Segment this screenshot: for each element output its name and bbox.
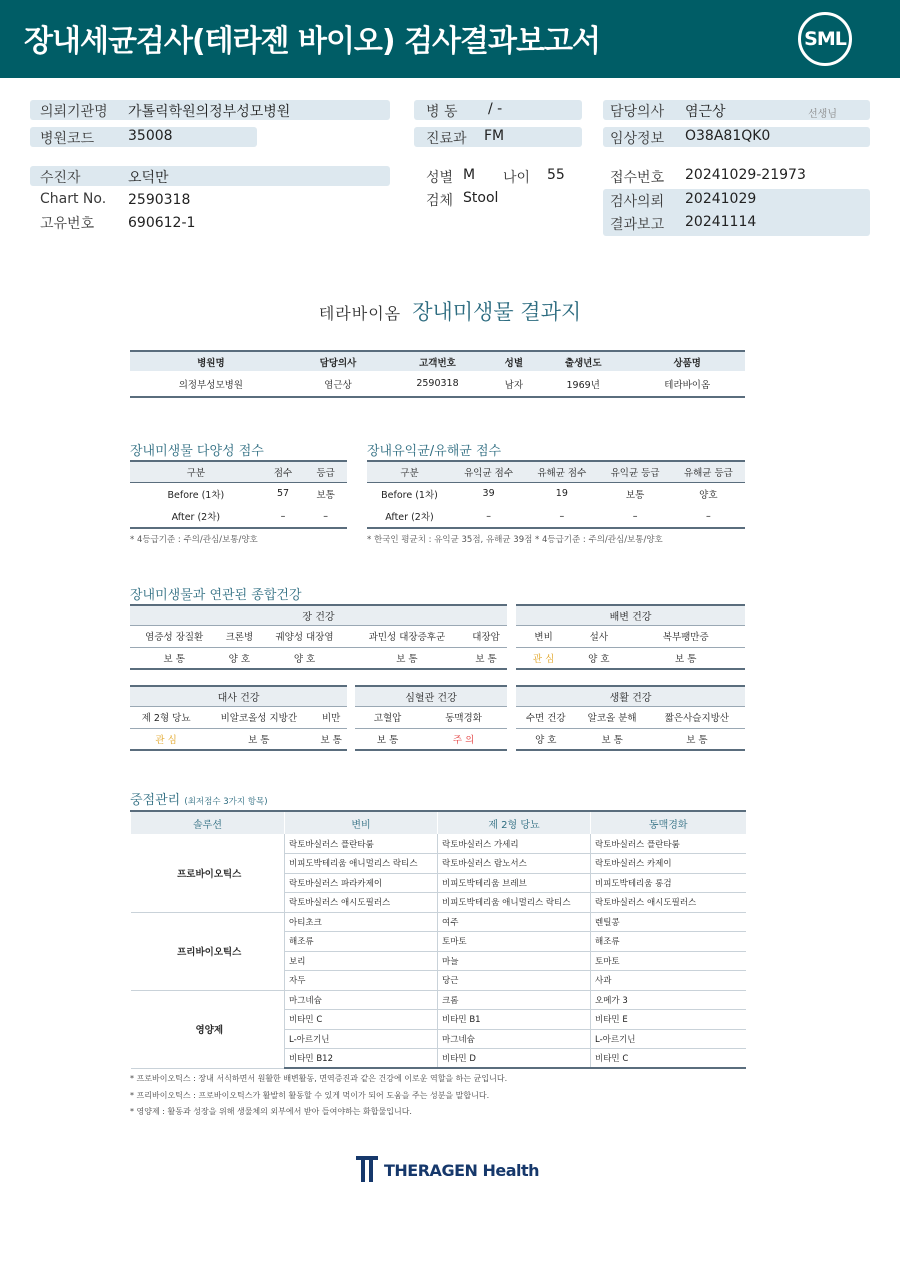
beneficial-cell: 보통 [625, 489, 645, 501]
cardio-health-block [355, 685, 507, 751]
beneficial-title: 장내유익균/유해균 점수 [367, 444, 502, 459]
health-value: 양 호 [218, 647, 260, 669]
focus-cell: L-아르기닌 [285, 1029, 438, 1049]
health-item: 염증성 장질환 [130, 625, 218, 647]
focus-cell: 마그네슘 [285, 990, 438, 1010]
focus-cell: 락토바실러스 파라카제이 [285, 873, 438, 893]
metabolic-health-title: 대사 건강 [130, 686, 347, 706]
focus-cell: 비타민 B12 [285, 1049, 438, 1069]
cardio-health-title: 심혈관 건강 [355, 686, 507, 706]
health-value: 양 호 [260, 647, 348, 669]
health-value: 양 호 [516, 728, 576, 750]
stool-health-block [516, 604, 745, 670]
sml-logo: SML [798, 12, 852, 66]
summary-cell: 2590318 [384, 371, 491, 397]
patient-value: 오덕만 [128, 170, 169, 186]
beneficial-cell: – [598, 505, 671, 528]
summary-header: 고객번호 [384, 351, 491, 371]
solution-category: 프로바이오틱스 [131, 834, 285, 912]
patient-label: 수진자 [40, 170, 81, 186]
uid-label: 고유번호 [40, 216, 95, 232]
focus-title [130, 789, 268, 808]
beneficial-cell: 19 [555, 488, 568, 500]
diversity-note: * 4등급기준 : 주의/관심/보통/양호 [130, 535, 258, 545]
focus-cell: 비타민 D [438, 1049, 591, 1069]
age-label: 나이 [503, 170, 531, 186]
theragen-logo [356, 1156, 539, 1184]
stool-health-title: 배변 건강 [516, 605, 745, 625]
summary-header: 출생년도 [537, 351, 629, 371]
focus-cell: 토마토 [591, 951, 746, 971]
summary-header: 상품명 [629, 351, 745, 371]
beneficial-cell: – [525, 505, 598, 528]
focus-cell: 해조류 [591, 932, 746, 952]
request-label: 검사의뢰 [610, 194, 665, 210]
summary-header: 성별 [491, 351, 537, 371]
health-item: 제 2형 당뇨 [130, 706, 202, 728]
report-title-prefix: 테라바이옴 [318, 304, 402, 323]
beneficial-cell: – [672, 505, 745, 528]
focus-cell: 마그네슘 [438, 1029, 591, 1049]
diversity-header: 구분 [130, 461, 262, 482]
diversity-cell: After (2차) [130, 505, 262, 528]
beneficial-cell: 39 [482, 488, 495, 500]
focus-table-body [131, 834, 746, 1068]
focus-cell: 당근 [438, 971, 591, 991]
summary-cell: 남자 [491, 371, 537, 397]
solution-category: 영양제 [131, 990, 285, 1068]
focus-cell: 락토바실러스 카제이 [591, 854, 746, 874]
focus-cell: 아티초크 [285, 912, 438, 932]
report-title [0, 296, 900, 326]
focus-cell: 사과 [591, 971, 746, 991]
focus-cell: 비피도박테리움 브레브 [438, 873, 591, 893]
focus-cell: 비피도박테리움 애니멀리스 락티스 [438, 893, 591, 913]
health-item: 설사 [571, 625, 626, 647]
health-value: 보 통 [315, 728, 347, 750]
diversity-cell: 57 [276, 488, 290, 500]
ward-value: / - [488, 101, 503, 117]
health-item: 알코올 분해 [576, 706, 649, 728]
header-bar [0, 0, 900, 78]
footnote: * 영양제 : 활동과 성장을 위해 생물체의 외부에서 받아 들여야하는 화합물입니다. [130, 1107, 412, 1116]
age-value: 55 [547, 167, 565, 183]
health-value: 주 의 [420, 728, 507, 750]
chart-value: 2590318 [128, 192, 191, 208]
beneficial-cell: – [452, 505, 525, 528]
doctor-label: 담당의사 [610, 104, 665, 120]
focus-header: 변비 [285, 811, 438, 834]
focus-cell: 비타민 E [591, 1010, 746, 1030]
institution-value: 가톨릭학원의정부성모병원 [128, 104, 291, 120]
diversity-cell: – [262, 505, 305, 528]
health-value: 보 통 [349, 647, 465, 669]
report-value: 20241114 [685, 214, 757, 230]
health-item: 대장암 [465, 625, 507, 647]
metabolic-health-block [130, 685, 347, 751]
specimen-value: Stool [463, 190, 499, 206]
table-row [131, 834, 746, 854]
focus-cell: 여주 [438, 912, 591, 932]
health-item: 과민성 대장증후군 [349, 625, 465, 647]
beneficial-header: 유익균 등급 [598, 461, 671, 482]
health-value: 양 호 [571, 647, 626, 669]
doctor-suffix: 선생님 [808, 109, 837, 120]
dept-label: 진료과 [426, 131, 467, 147]
focus-title-text: 중점관리 [130, 793, 181, 808]
beneficial-header: 구분 [367, 461, 452, 482]
beneficial-table [367, 460, 745, 529]
focus-cell: 오메가 3 [591, 990, 746, 1010]
diversity-table [130, 460, 347, 529]
chart-label: Chart No. [40, 191, 107, 207]
focus-cell: 락토바실러스 가세리 [438, 834, 591, 854]
solution-category: 프리바이오틱스 [131, 912, 285, 990]
health-value: 보 통 [576, 728, 649, 750]
health-item: 크론병 [218, 625, 260, 647]
health-item: 비알코올성 지방간 [202, 706, 315, 728]
focus-cell: 비타민 C [285, 1010, 438, 1030]
focus-subtitle: (최저점수 3가지 항목) [184, 797, 268, 807]
focus-cell: 비타민 B1 [438, 1010, 591, 1030]
life-health-block [516, 685, 745, 751]
health-item: 궤양성 대장염 [260, 625, 348, 647]
sex-label: 성별 [426, 170, 454, 186]
focus-cell: 토마토 [438, 932, 591, 952]
focus-cell: 락토바실러스 플란타룸 [591, 834, 746, 854]
beneficial-note: * 한국인 평균치 : 유익균 35점, 유해균 39점 * 4등급기준 : 주의/관심/보통/양호 [367, 535, 663, 545]
diversity-header: 등급 [304, 461, 347, 482]
health-item: 동맥경화 [420, 706, 507, 728]
beneficial-cell: 양호 [699, 489, 718, 501]
specimen-label: 검체 [426, 193, 454, 209]
beneficial-cell: After (2차) [367, 505, 452, 528]
focus-cell: 보리 [285, 951, 438, 971]
summary-cell: 1969년 [537, 371, 629, 397]
info-bar [30, 166, 390, 186]
summary-header: 병원명 [130, 351, 292, 371]
summary-table [130, 350, 745, 398]
summary-header: 담당의사 [292, 351, 384, 371]
theragen-mark-icon [356, 1156, 380, 1184]
health-item: 비만 [315, 706, 347, 728]
diversity-cell: 보통 [316, 489, 335, 501]
diversity-title: 장내미생물 다양성 점수 [130, 444, 264, 459]
focus-header: 솔루션 [131, 811, 285, 834]
report-label: 결과보고 [610, 217, 665, 233]
doctor-value: 염근상 [685, 104, 726, 120]
ward-label: 병 동 [426, 104, 458, 120]
focus-cell: 해조류 [285, 932, 438, 952]
focus-cell: 비피도박테리움 롱검 [591, 873, 746, 893]
beneficial-cell: Before (1차) [381, 489, 438, 501]
health-item: 수면 건강 [516, 706, 576, 728]
focus-header: 제 2형 당뇨 [438, 811, 591, 834]
beneficial-header: 유익균 점수 [452, 461, 525, 482]
report-title-main: 장내미생물 결과지 [412, 300, 582, 324]
health-value: 보 통 [626, 647, 745, 669]
footnote: * 프리바이오틱스 : 프로바이오틱스가 활발히 활동할 수 있게 먹이가 되어 도움을 주는 성분을 말합니다. [130, 1090, 490, 1100]
beneficial-header: 유해균 점수 [525, 461, 598, 482]
clinical-value: O38A81QK0 [685, 128, 771, 144]
focus-cell: 렌틸콩 [591, 912, 746, 932]
health-title: 장내미생물과 연관된 종합건강 [130, 588, 302, 603]
hospital-code-label: 병원코드 [40, 131, 95, 147]
table-row [131, 990, 746, 1010]
health-value: 보 통 [355, 728, 420, 750]
beneficial-header: 유해균 등급 [672, 461, 745, 482]
focus-cell: 비피도박테리움 애니멀리스 락티스 [285, 854, 438, 874]
focus-cell: 락토바실러스 플란타룸 [285, 834, 438, 854]
focus-cell: 마늘 [438, 951, 591, 971]
page-title: 장내세균검사(테라젠 바이오) 검사결과보고서 [24, 24, 600, 59]
footnotes [130, 1071, 507, 1121]
health-item: 짧은사슬지방산 [649, 706, 745, 728]
focus-cell: 크롬 [438, 990, 591, 1010]
focus-cell: L-아르기닌 [591, 1029, 746, 1049]
health-value: 보 통 [202, 728, 315, 750]
focus-header: 동맥경화 [591, 811, 746, 834]
health-value: 관 심 [516, 647, 571, 669]
focus-cell: 락토바실러스 람노서스 [438, 854, 591, 874]
institution-label: 의뢰기관명 [40, 104, 108, 120]
table-row [131, 912, 746, 932]
diversity-cell: – [304, 505, 347, 528]
diversity-header: 점수 [262, 461, 305, 482]
gut-health-block [130, 604, 507, 670]
summary-cell: 염근상 [292, 371, 384, 397]
uid-value: 690612-1 [128, 215, 196, 231]
health-value: 보 통 [130, 647, 218, 669]
sex-value: M [463, 167, 476, 183]
clinical-label: 임상정보 [610, 131, 665, 147]
receipt-label: 접수번호 [610, 170, 665, 186]
health-value: 관 심 [130, 728, 202, 750]
dept-value: FM [484, 128, 505, 144]
life-health-title: 생활 건강 [516, 686, 745, 706]
health-value: 보 통 [465, 647, 507, 669]
summary-cell: 의정부성모병원 [130, 371, 292, 397]
hospital-code-value: 35008 [128, 128, 173, 144]
summary-cell: 테라바이옴 [629, 371, 745, 397]
request-value: 20241029 [685, 191, 757, 207]
health-value: 보 통 [649, 728, 745, 750]
health-item: 변비 [516, 625, 571, 647]
diversity-cell: Before (1차) [167, 489, 225, 501]
focus-cell: 자두 [285, 971, 438, 991]
focus-cell: 비타민 C [591, 1049, 746, 1069]
brand-name: THERAGEN Health [384, 1160, 540, 1180]
focus-cell: 락토바실러스 애시도필러스 [591, 893, 746, 913]
health-item: 고혈압 [355, 706, 420, 728]
receipt-value: 20241029-21973 [685, 167, 806, 183]
focus-cell: 락토바실러스 애시도필러스 [285, 893, 438, 913]
health-item: 복부팽만증 [626, 625, 745, 647]
footnote: * 프로바이오틱스 : 장내 서식하면서 원활한 배변활동, 면역증진과 같은 건강에 이로운 역할을 하는 균입니다. [130, 1074, 508, 1083]
focus-table [130, 810, 746, 1069]
gut-health-title: 장 건강 [130, 605, 507, 625]
